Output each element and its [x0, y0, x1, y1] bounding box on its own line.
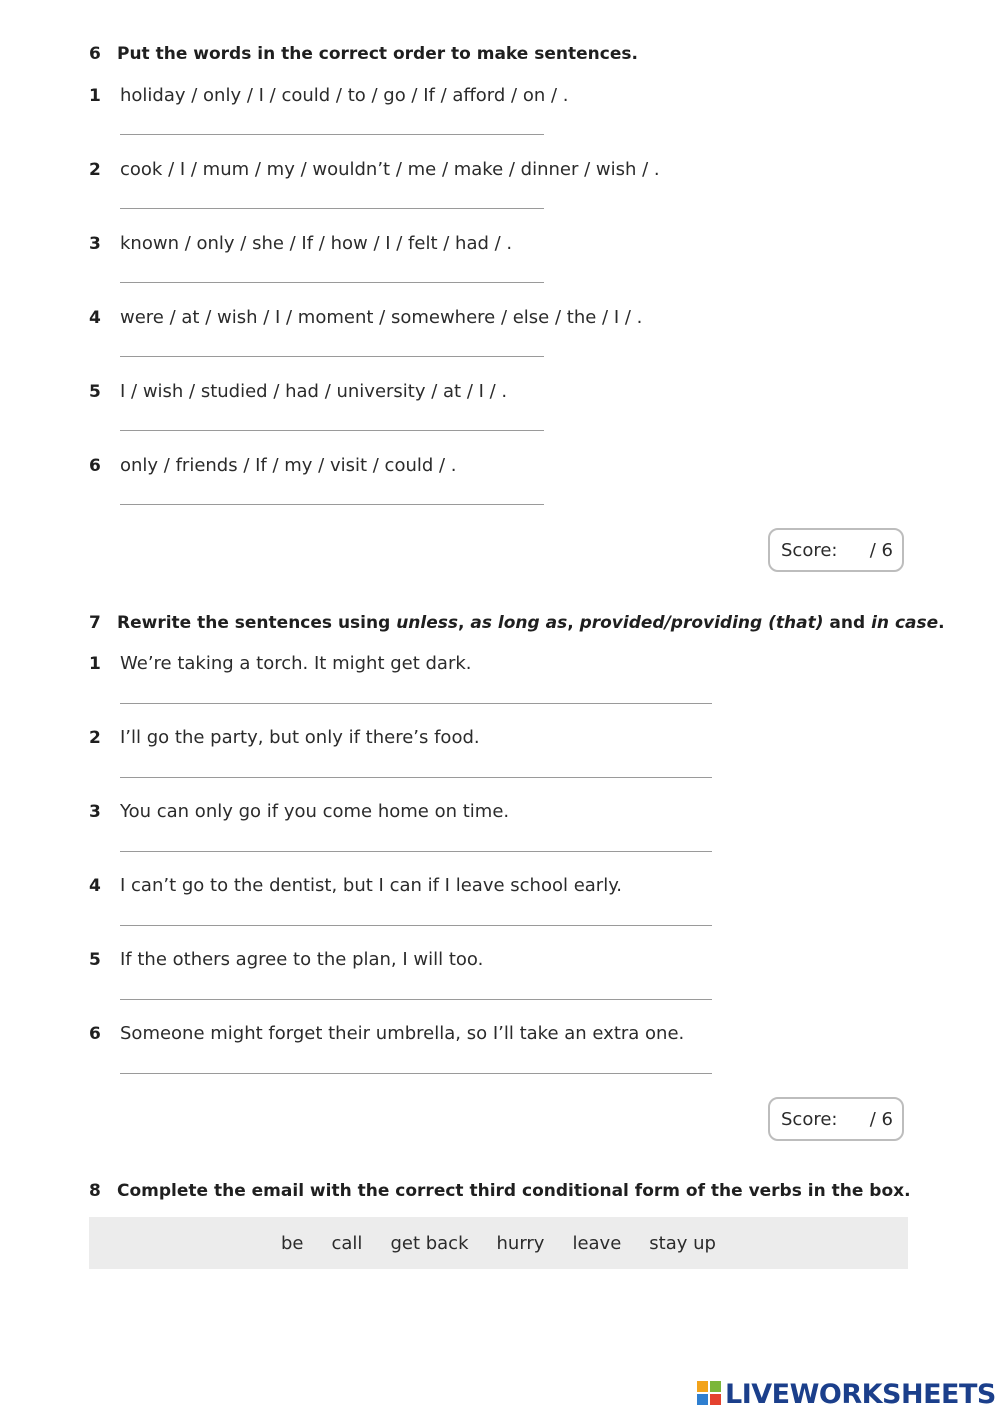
keyword-as-long-as: as long as: [470, 613, 568, 633]
exercise-6-number: 6: [89, 44, 101, 64]
verb-word: call: [331, 1232, 363, 1254]
logo-squares-icon: [697, 1381, 723, 1407]
item-number: 6: [89, 456, 101, 476]
item-prompt: holiday / only / I / could / to / go / If / afford / on / .: [120, 85, 569, 106]
verb-box: [89, 1217, 908, 1269]
item-number: 1: [89, 86, 101, 106]
item-number: 2: [89, 728, 101, 748]
verb-word: hurry: [496, 1232, 545, 1254]
item-number: 4: [89, 308, 101, 328]
answer-line[interactable]: [120, 999, 712, 1000]
score-label: Score:: [781, 1109, 838, 1130]
title-separator: and: [823, 613, 872, 633]
liveworksheets-logo: [697, 1376, 996, 1412]
answer-line[interactable]: [120, 504, 544, 505]
answer-line[interactable]: [120, 1073, 712, 1074]
answer-line[interactable]: [120, 925, 712, 926]
exercise-7-score-box: [768, 1097, 904, 1141]
answer-line[interactable]: [120, 134, 544, 135]
item-prompt: We’re taking a torch. It might get dark.: [120, 653, 472, 674]
answer-line[interactable]: [120, 703, 712, 704]
exercise-8-number: 8: [89, 1181, 101, 1201]
keyword-unless: unless: [396, 613, 458, 633]
verb-word: be: [281, 1232, 304, 1254]
answer-line[interactable]: [120, 430, 544, 431]
item-prompt: known / only / she / If / how / I / felt / had / .: [120, 233, 513, 254]
answer-line[interactable]: [120, 282, 544, 283]
item-prompt: were / at / wish / I / moment / somewhere / else / the / I / .: [120, 307, 643, 328]
keyword-provided: provided/providing (that): [579, 613, 824, 633]
item-prompt: You can only go if you come home on time.: [120, 801, 510, 822]
item-prompt: I / wish / studied / had / university / at / I / .: [120, 381, 508, 402]
exercise-7-number: 7: [89, 613, 101, 633]
exercise-6-title: Put the words in the correct order to make sentences.: [117, 44, 638, 64]
answer-line[interactable]: [120, 208, 544, 209]
item-prompt: I can’t go to the dentist, but I can if I leave school early.: [120, 875, 623, 896]
exercise-8-heading: [89, 1181, 911, 1201]
title-suffix: .: [938, 613, 945, 633]
answer-line[interactable]: [120, 777, 712, 778]
logo-text: LIVEWORKSHEETS: [725, 1378, 996, 1410]
title-separator: ,: [458, 613, 471, 633]
item-number: 2: [89, 160, 101, 180]
exercise-7-heading: [89, 613, 945, 633]
score-total: / 6: [869, 540, 893, 561]
verb-word: stay up: [649, 1232, 716, 1254]
item-prompt: cook / I / mum / my / wouldn’t / me / make / dinner / wish / .: [120, 159, 660, 180]
item-number: 5: [89, 382, 101, 402]
item-prompt: I’ll go the party, but only if there’s food.: [120, 727, 480, 748]
score-total: / 6: [869, 1109, 893, 1130]
item-number: 1: [89, 654, 101, 674]
score-label: Score:: [781, 540, 838, 561]
exercise-8-title: Complete the email with the correct third conditional form of the verbs in the box.: [117, 1181, 911, 1201]
item-number: 3: [89, 802, 101, 822]
verb-word: leave: [572, 1232, 622, 1254]
exercise-6-score-box: [768, 528, 904, 572]
answer-line[interactable]: [120, 851, 712, 852]
title-separator: ,: [567, 613, 580, 633]
exercise-7-title-prefix: Rewrite the sentences using: [117, 613, 397, 633]
answer-line[interactable]: [120, 356, 544, 357]
item-prompt: only / friends / If / my / visit / could / .: [120, 455, 457, 476]
item-number: 3: [89, 234, 101, 254]
item-prompt: Someone might forget their umbrella, so I’ll take an extra one.: [120, 1023, 685, 1044]
exercise-6-heading: [89, 44, 638, 64]
item-prompt: If the others agree to the plan, I will too.: [120, 949, 484, 970]
item-number: 5: [89, 950, 101, 970]
verb-word: get back: [390, 1232, 469, 1254]
item-number: 4: [89, 876, 101, 896]
keyword-in-case: in case: [871, 613, 939, 633]
item-number: 6: [89, 1024, 101, 1044]
